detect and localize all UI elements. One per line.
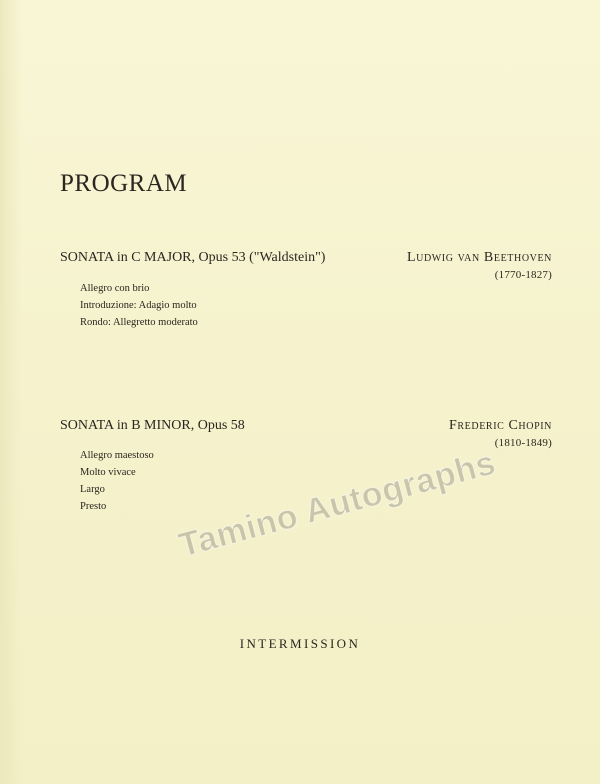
piece-1-composer-block [407, 250, 552, 281]
piece-2-composer: Frederic Chopin [449, 418, 552, 433]
piece-2-dates: (1810-1849) [494, 437, 552, 449]
piece-2-work: SONATA in B MINOR, Opus 58 [60, 418, 245, 433]
movement-item: Allegro maestoso [80, 450, 154, 461]
piece-1-dates: (1770-1827) [494, 269, 552, 281]
watermark: Tamino Autographs [175, 443, 500, 565]
page-title: PROGRAM [60, 170, 188, 197]
movement-item: Introduzione: Adagio molto [80, 300, 197, 311]
piece-2-composer-block [449, 418, 552, 449]
piece-1-composer: Ludwig van Beethoven [406, 250, 552, 265]
piece-1-work: SONATA in C MAJOR, Opus 53 ("Waldstein") [60, 250, 326, 265]
intermission-label: INTERMISSION [239, 636, 361, 651]
movement-item: Rondo: Allegretto moderato [80, 317, 198, 328]
piece-2-movements [80, 447, 154, 515]
movement-item: Allegro con brio [80, 283, 150, 294]
movement-item: Presto [80, 501, 107, 512]
piece-1-movements [80, 280, 198, 331]
paper-fold [0, 0, 22, 784]
movement-item: Molto vivace [80, 467, 136, 478]
movement-item: Largo [80, 484, 105, 495]
